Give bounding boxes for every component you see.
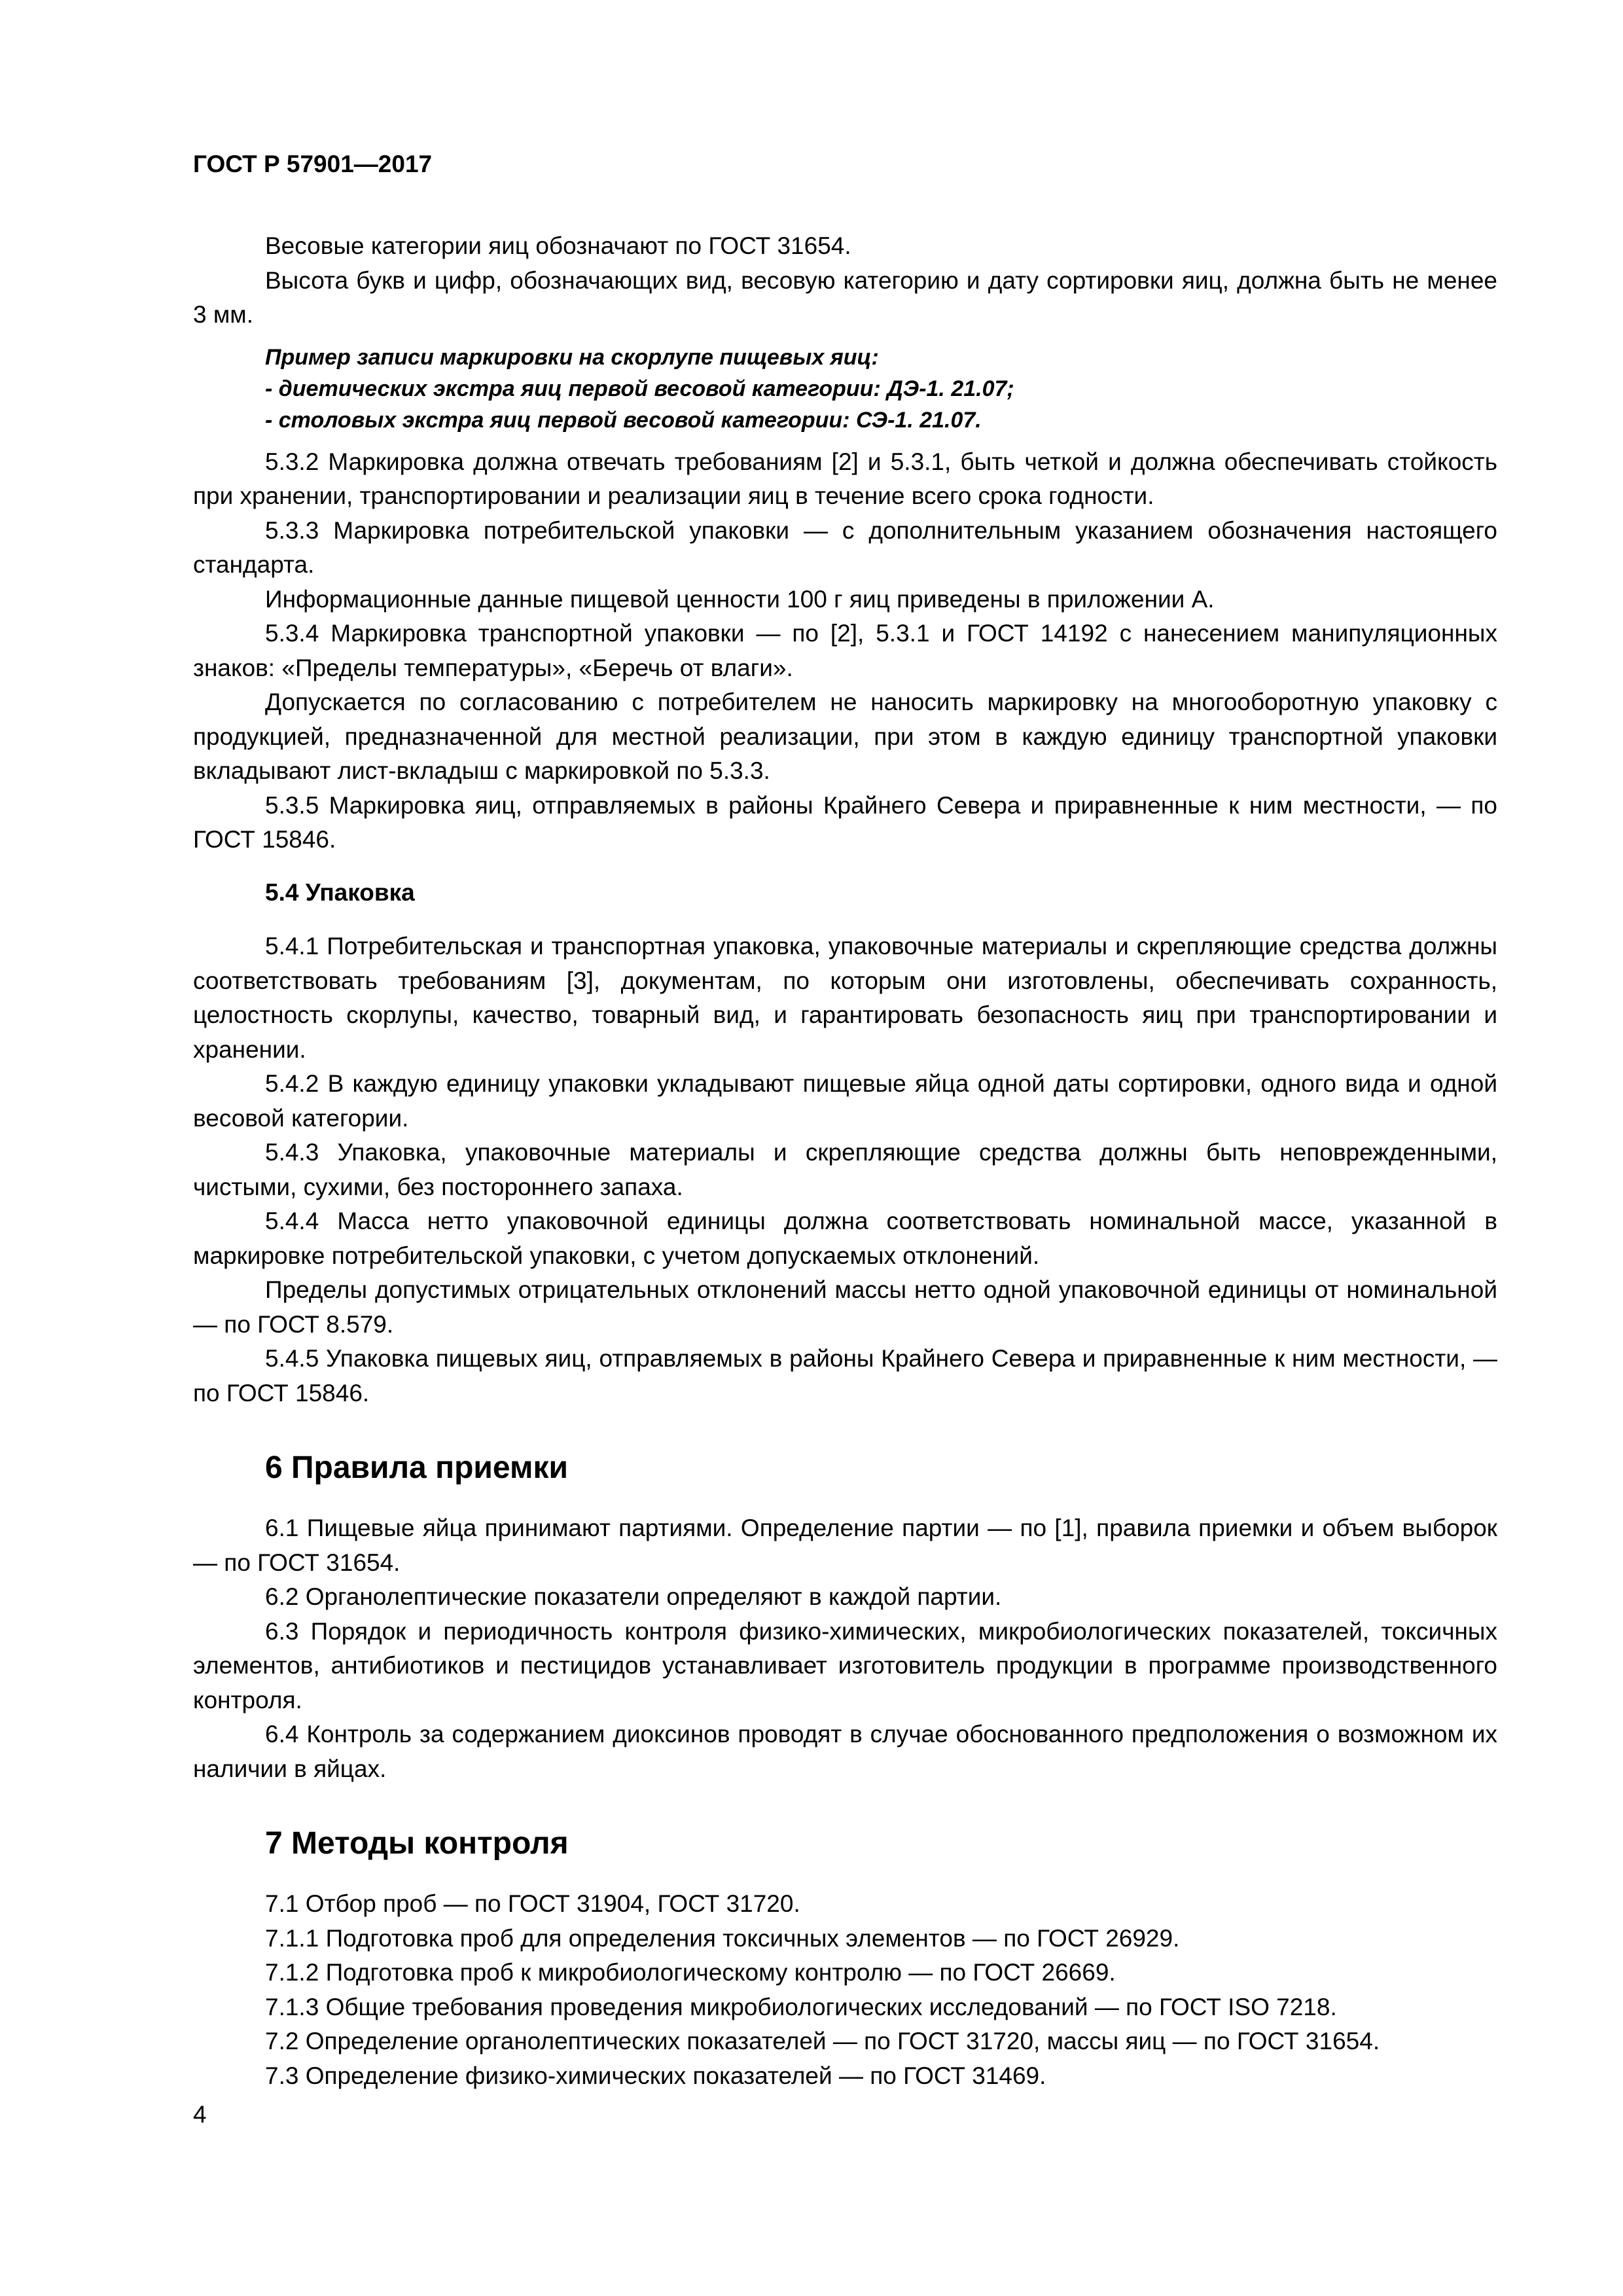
page-number: 4: [193, 2101, 207, 2128]
example-block: [265, 342, 1497, 436]
paragraph: 5.4.1 Потребительская и транспортная упаковка, упаковочные материалы и скрепляющие средства должны соответствовать требованиям [3], документам, по которым они изготовлены, обеспечивать сохранность, целостность скорлупы, качество, товарный вид, и гарантировать безопасность яиц при транспортировании и хранении.: [193, 933, 1497, 1063]
paragraph: Информационные данные пищевой ценности 100 г яиц приведены в приложении А.: [265, 585, 1215, 613]
paragraph: 5.3.4 Маркировка транспортной упаковки — по [2], 5.3.1 и ГОСТ 14192 с нанесением манипуляционных знаков: «Пределы температуры», «Беречь от влаги».: [193, 620, 1497, 681]
paragraph: 5.3.2 Маркировка должна отвечать требованиям [2] и 5.3.1, быть четкой и должна обеспечивать стойкость при хранении, транспортировании и реализации яиц в течение всего срока годности.: [193, 448, 1497, 509]
paragraph: 6.4 Контроль за содержанием диоксинов проводят в случае обоснованного предположения о возможном их наличии в яйцах.: [193, 1721, 1497, 1782]
paragraph: Весовые категории яиц обозначают по ГОСТ 31654.: [265, 232, 851, 259]
example-line: - диетических экстра яиц первой весовой категории: ДЭ-1. 21.07;: [265, 376, 1014, 401]
paragraph: 5.3.5 Маркировка яиц, отправляемых в районы Крайнего Севера и приравненные к ним местности, — по ГОСТ 15846.: [193, 791, 1497, 853]
paragraph: Пределы допустимых отрицательных отклонений массы нетто одной упаковочной единицы от номинальной — по ГОСТ 8.579.: [193, 1276, 1497, 1338]
page-header: ГОСТ Р 57901—2017: [193, 151, 433, 177]
section-heading: 7 Методы контроля: [265, 1826, 569, 1861]
paragraph: 7.1.3 Общие требования проведения микробиологических исследований — по ГОСТ ISO 7218.: [265, 1993, 1337, 2020]
paragraph: 7.1.1 Подготовка проб для определения токсичных элементов — по ГОСТ 26929.: [265, 1924, 1180, 1952]
paragraph: Допускается по согласованию с потребителем не наносить маркировку на многооборотную упаковку с продукцией, предназначенной для местной реализации, при этом в каждую единицу транспортной упаковки вкладывают лист-вкладыш с маркировкой по 5.3.3.: [193, 689, 1497, 784]
paragraph: 5.3.3 Маркировка потребительской упаковки — с дополнительным указанием обозначения настоящего стандарта.: [193, 516, 1497, 578]
paragraph: 5.4.3 Упаковка, упаковочные материалы и скрепляющие средства должны быть неповрежденными, чистыми, сухими, без постороннего запаха.: [193, 1139, 1497, 1200]
paragraph: 6.3 Порядок и периодичность контроля физико-химических, микробиологических показателей, токсичных элементов, антибиотиков и пестицидов устанавливает изготовитель продукции в программе производственного контроля.: [193, 1617, 1497, 1713]
paragraph: Высота букв и цифр, обозначающих вид, весовую категорию и дату сортировки яиц, должна быть не менее 3 мм.: [193, 266, 1497, 328]
section-heading: 6 Правила приемки: [265, 1450, 569, 1485]
paragraph: 6.1 Пищевые яйца принимают партиями. Определение партии — по [1], правила приемки и объем выборок — по ГОСТ 31654.: [193, 1515, 1497, 1576]
subsection-heading: 5.4 Упаковка: [265, 878, 415, 906]
paragraph: 7.3 Определение физико-химических показателей — по ГОСТ 31469.: [265, 2062, 1046, 2089]
paragraph: 5.4.2 В каждую единицу упаковки укладывают пищевые яйца одной даты сортировки, одного вида и одной весовой категории.: [193, 1070, 1497, 1132]
paragraph: 7.1 Отбор проб — по ГОСТ 31904, ГОСТ 31720.: [265, 1890, 800, 1917]
paragraph: 5.4.4 Масса нетто упаковочной единицы должна соответствовать номинальной массе, указанной в маркировке потребительской упаковки, с учетом допускаемых отклонений.: [193, 1208, 1497, 1269]
paragraph: 6.2 Органолептические показатели определяют в каждой партии.: [265, 1583, 1002, 1610]
paragraph: 5.4.5 Упаковка пищевых яиц, отправляемых в районы Крайнего Севера и приравненные к ним местности, — по ГОСТ 15846.: [193, 1345, 1497, 1407]
example-title: Пример записи маркировки на скорлупе пищевых яиц:: [265, 344, 879, 370]
example-line: - столовых экстра яиц первой весовой категории: СЭ-1. 21.07.: [265, 407, 982, 433]
paragraph: 7.1.2 Подготовка проб к микробиологическому контролю — по ГОСТ 26669.: [265, 1959, 1116, 1986]
document-body: [193, 229, 1497, 2093]
paragraph: 7.2 Определение органолептических показателей — по ГОСТ 31720, массы яиц — по ГОСТ 31654.: [265, 2028, 1380, 2054]
